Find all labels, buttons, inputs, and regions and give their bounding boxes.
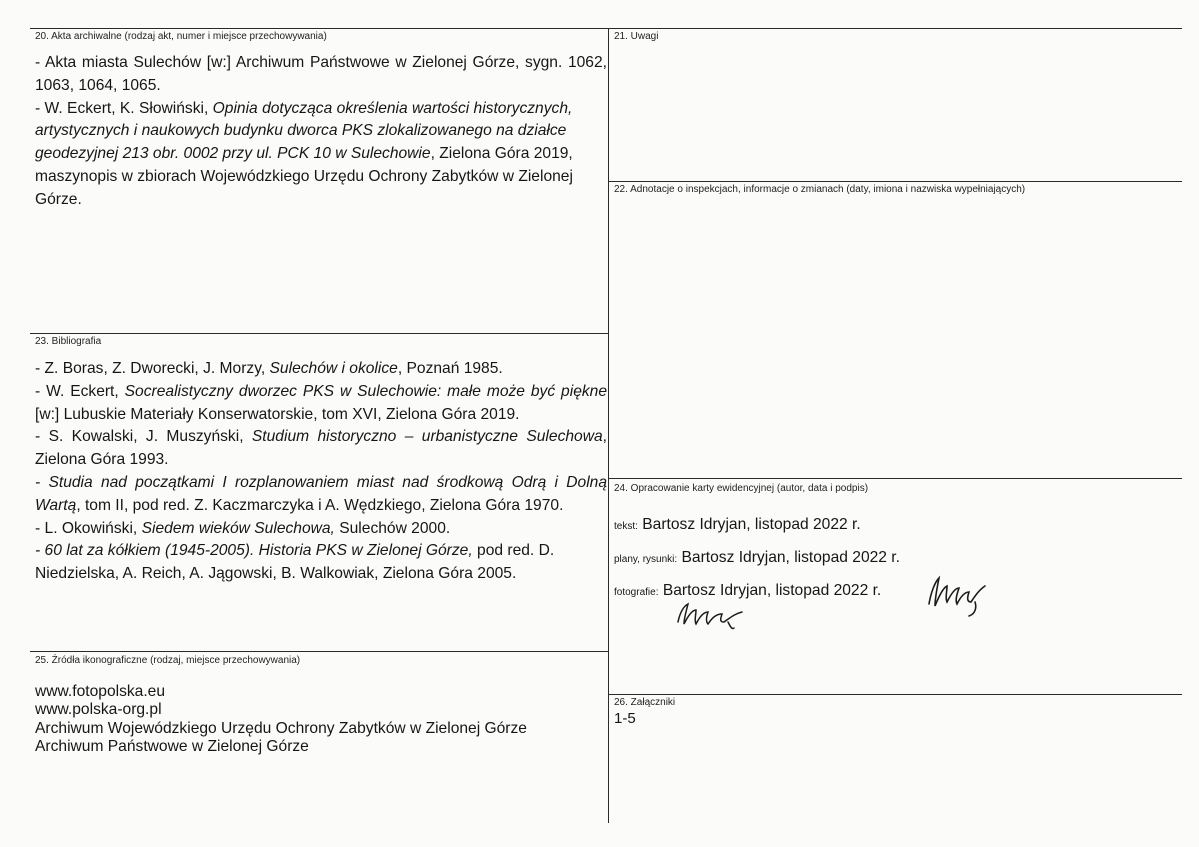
section-20-content [35,52,607,212]
attachments-value: 1-5 [614,710,636,727]
source-item: www.polska-org.pl [35,701,162,719]
bib-1-title: Sulechów i okolice [269,360,398,377]
divider-24-26 [609,694,1182,695]
bib-6-title: - 60 lat za kółkiem (1945-2005). Historia PKS w Zielonej Górze, [35,542,473,560]
bib-2-authors: - W. Eckert, [35,382,119,400]
bib-6-rest: pod red. D. Niedzielska, A. Reich, A. Jągowski, B. Walkowiak, Zielona Góra 2005. [35,542,555,583]
section-22-label: 22. Adnotacje o inspekcjach, informacje o zmianach (daty, imiona i nazwiska wypełniających) [614,184,1026,195]
divider-20-23 [30,333,609,334]
bib-entry-1 [35,358,607,381]
bib-3-authors: - S. Kowalski, J. Muszyński, [35,428,244,446]
bib-entry-2 [35,381,607,427]
credit-plany-label: plany, rysunki: [614,554,678,565]
credit-plany [614,549,900,567]
credit-tekst [614,516,861,534]
credit-plany-value: Bartosz Idryjan, listopad 2022 r. [681,549,900,566]
divider-21-22 [609,181,1182,182]
bib-3-title: Studium historyczno – urbanistyczne Sulechowa [251,428,603,446]
section-26-label: 26. Załączniki [614,697,676,708]
bib-4-rest: , tom II, pod red. Z. Kaczmarczyka i A. Wędzkiego, Zielona Góra 1970. [76,496,564,514]
bib-2-rest: [w:] Lubuskie Materiały Konserwatorskie, tom XVI, Zielona Góra 2019. [35,405,520,423]
section-21-label: 21. Uwagi [614,31,659,42]
section-24-label: 24. Opracowanie karty ewidencyjnej (autor, data i podpis) [614,483,869,494]
section-23-content [35,358,607,586]
source-item: Archiwum Państwowe w Zielonej Górze [35,738,309,756]
bib-entry-4 [35,472,607,518]
bib-4-title: - Studia nad początkami I rozplanowaniem miast nad środkową Odrą i Dolną Wartą [35,473,607,514]
credit-foto-value: Bartosz Idryjan, listopad 2022 r. [662,582,882,599]
bib-3-rest: , Zielona Góra 1993. [35,428,607,469]
bib-1-authors: - Z. Boras, Z. Dworecki, J. Morzy, [35,360,266,377]
akta-entry-2-title: Opinia dotycząca określenia wartości historycznych, artystycznych i naukowych budynku dworca PKS zlokalizowanego na działce geodezyjnej 213 obr. 0002 przy ul. PCK 10 w Sulechowie [35,99,573,163]
bib-5-rest: Sulechów 2000. [334,519,451,537]
akta-entry-2-authors: - W. Eckert, K. Słowiński, [35,99,209,117]
signature-right [925,574,995,614]
top-border [30,28,1182,29]
bib-1-rest: , Poznań 1985. [397,360,503,377]
bib-2-title: Socrealistyczny dworzec PKS w Sulechowie: małe może być piękne [124,382,608,400]
divider-23-25 [30,651,609,652]
akta-entry-2 [35,98,607,212]
credit-tekst-value: Bartosz Idryjan, listopad 2022 r. [642,516,861,533]
credit-tekst-label: tekst: [614,521,638,532]
bib-entry-6 [35,540,607,586]
section-25-content [35,683,527,757]
bib-5-authors: - L. Okowiński, [35,519,138,537]
akta-entry-1: - Akta miasta Sulechów [w:] Archiwum Państwowe w Zielonej Górze, sygn. 1062, 1063, 1064, 1065. [35,54,607,94]
section-20-label: 20. Akta archiwalne (rodzaj akt, numer i miejsce przechowywania) [35,31,327,42]
credit-foto-label: fotografie: [614,587,659,598]
bib-entry-3 [35,426,607,472]
divider-22-24 [609,478,1182,479]
section-25-label: 25. Źródła ikonograficzne (rodzaj, miejsce przechowywania) [35,655,301,666]
akta-entry-2-rest: , Zielona Góra 2019, maszynopis w zbiorach Wojewódzkiego Urzędu Ochrony Zabytków w Zielonej Górze. [35,145,573,208]
column-divider [608,28,609,823]
section-23-label: 23. Bibliografia [35,336,102,347]
bib-5-title: Siedem wieków Sulechowa, [141,519,335,537]
source-item: www.fotopolska.eu [35,683,166,700]
source-item: Archiwum Wojewódzkiego Urzędu Ochrony Zabytków w Zielonej Górze [35,719,527,737]
signature-under [672,598,752,632]
bib-entry-5 [35,518,607,541]
